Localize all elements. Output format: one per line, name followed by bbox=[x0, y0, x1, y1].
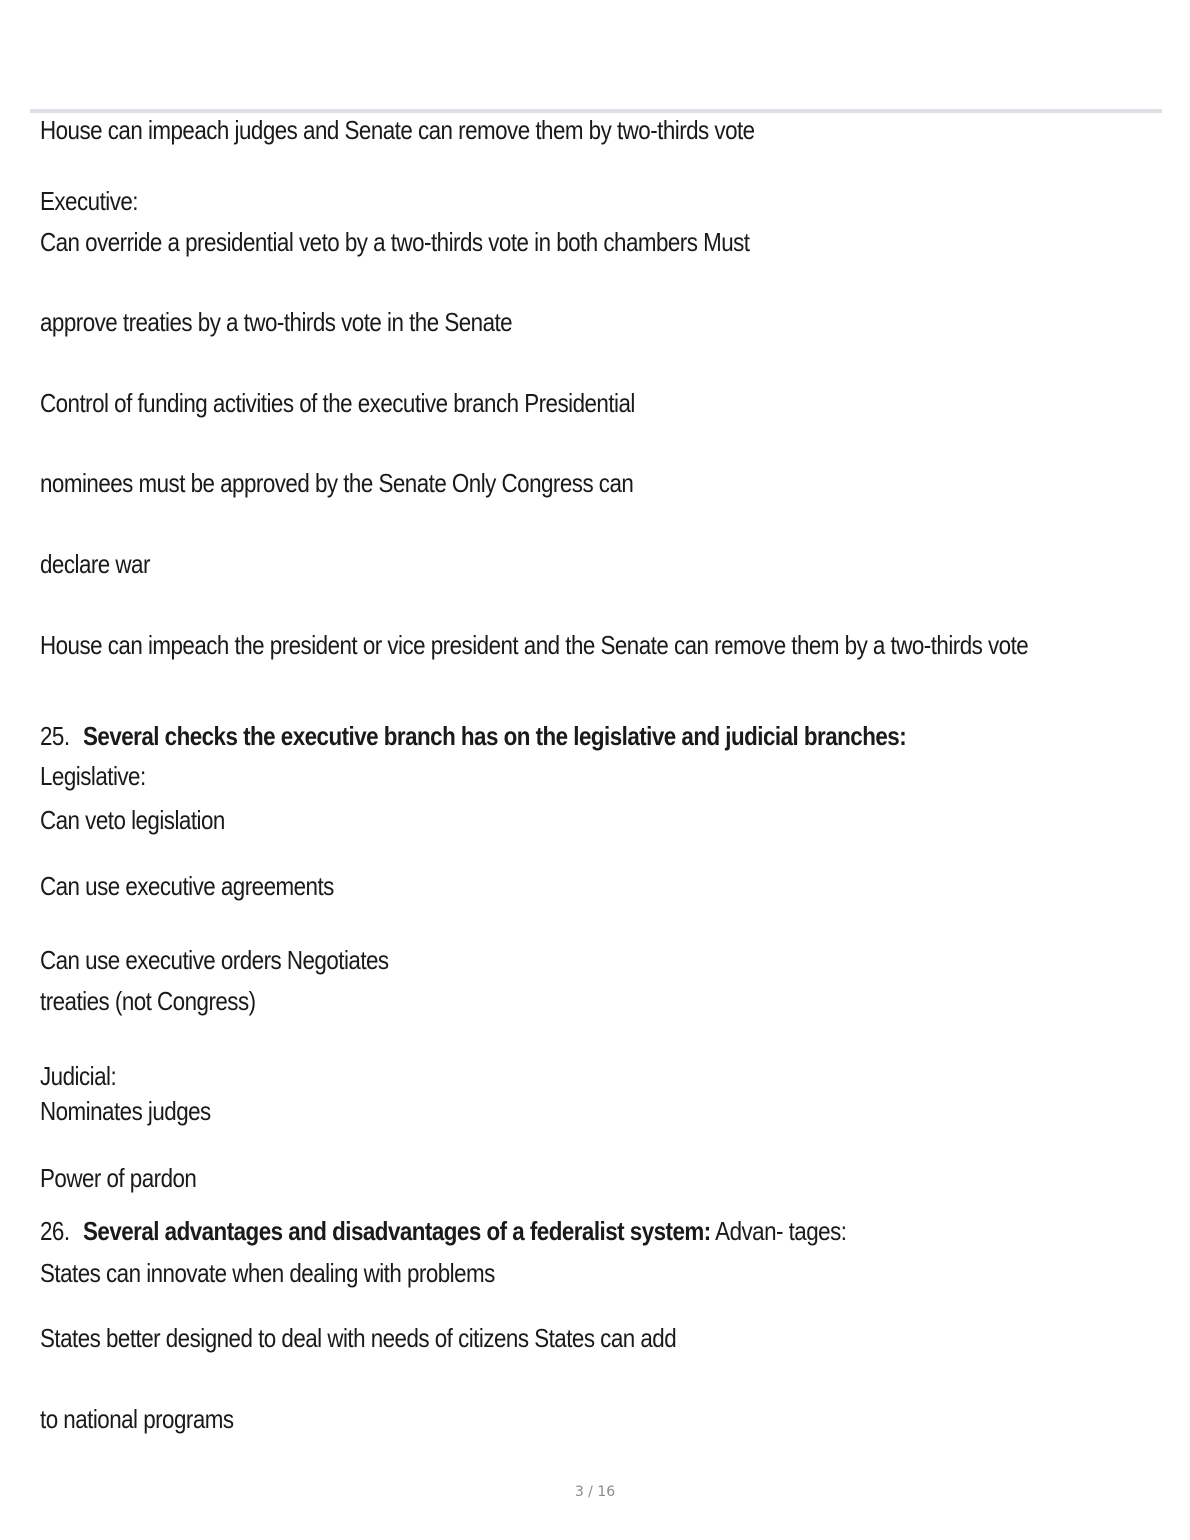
question-number: 26. bbox=[40, 1216, 70, 1246]
question-heading: Several advantages and disadvantages of a federalist system: bbox=[83, 1216, 711, 1246]
text-line: Control of funding activities of the executive branch Presidential bbox=[40, 388, 635, 418]
page-indicator: 3 / 16 bbox=[574, 1484, 616, 1500]
text-line: Legislative: bbox=[40, 761, 146, 791]
text-paragraph: House can impeach the president or vice president and the Senate can remove them by a two-thirds vote bbox=[40, 630, 1029, 660]
text-line: Can use executive orders Negotiates bbox=[40, 945, 389, 975]
text-line: declare war bbox=[40, 549, 150, 579]
text-line: House can impeach judges and Senate can remove them by two-thirds vote bbox=[40, 115, 755, 145]
text-line: Can use executive agreements bbox=[40, 871, 334, 901]
question-26 bbox=[40, 1211, 846, 1251]
text-line: Nominates judges bbox=[40, 1096, 211, 1126]
text-line: Judicial: bbox=[40, 1061, 117, 1091]
question-number: 25. bbox=[40, 721, 70, 751]
text-line: to national programs bbox=[40, 1404, 234, 1434]
text-line: Power of pardon bbox=[40, 1163, 197, 1193]
text-line: States can innovate when dealing with problems bbox=[40, 1258, 495, 1288]
text-line: approve treaties by a two-thirds vote in the Senate bbox=[40, 307, 513, 337]
text-line: Executive: bbox=[40, 186, 138, 216]
text-line: treaties (not Congress) bbox=[40, 986, 256, 1016]
question-heading: Several checks the executive branch has on the legislative and judicial branches: bbox=[83, 721, 907, 751]
question-continuation: Advan- tages: bbox=[710, 1216, 847, 1246]
text-line: nominees must be approved by the Senate Only Congress can bbox=[40, 468, 634, 498]
question-25 bbox=[40, 716, 906, 756]
text-line: Can veto legislation bbox=[40, 805, 225, 835]
text-line: States better designed to deal with needs of citizens States can add bbox=[40, 1323, 677, 1353]
text-line: Can override a presidential veto by a two-thirds vote in both chambers Must bbox=[40, 227, 750, 257]
